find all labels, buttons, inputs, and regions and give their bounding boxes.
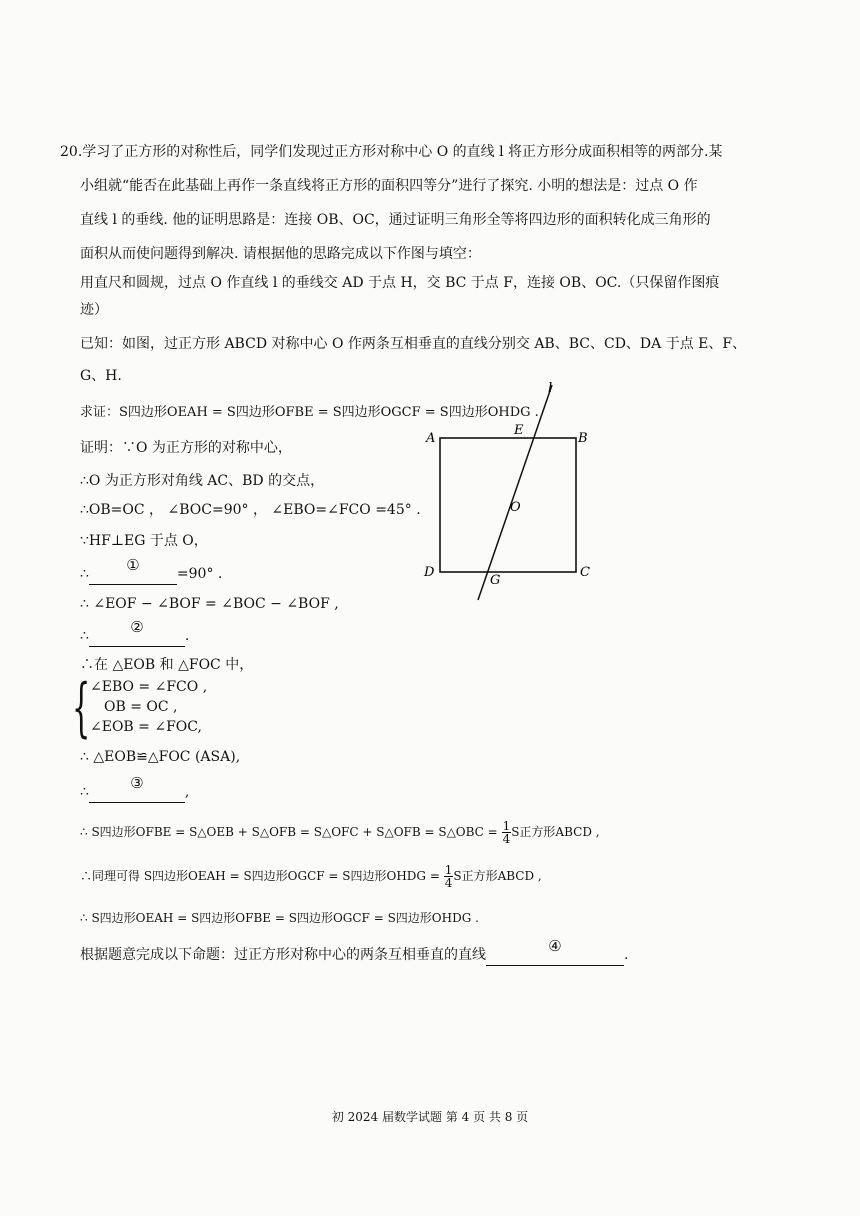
condition-3: ∠EOB = ∠FOC, bbox=[90, 719, 202, 735]
problem-line-2: 小组就“能否在此基础上再作一条直线将正方形的面积四等分”进行了探究. 小明的想法是：过点 O 作 bbox=[80, 178, 698, 194]
proof-line-12 bbox=[80, 864, 542, 889]
proof-line-5 bbox=[80, 556, 223, 585]
blank-4-marker: ④ bbox=[548, 937, 562, 955]
label-c: C bbox=[580, 565, 590, 580]
proof-line-11 bbox=[80, 820, 600, 845]
problem-line-4: 面积从而使问题得到解决. 请根据他的思路完成以下作图与填空： bbox=[80, 246, 481, 262]
proof-line-10 bbox=[80, 774, 190, 803]
proof-line-6: ∴ ∠EOF − ∠BOF = ∠BOC − ∠BOF , bbox=[80, 596, 339, 612]
blank-2-marker: ② bbox=[130, 618, 144, 636]
area-equation-2-tail: S正方形ABCD , bbox=[453, 869, 542, 883]
final-statement-tail: . bbox=[624, 947, 629, 963]
proof-line-7 bbox=[80, 618, 190, 647]
condition-2: OB = OC , bbox=[104, 699, 178, 715]
blank-3-marker: ③ bbox=[130, 774, 144, 792]
proof-line-10-tail: , bbox=[184, 784, 190, 800]
therefore: ∴ bbox=[80, 784, 89, 800]
proof-line-9: ∴ △EOB≌△FOC (ASA), bbox=[80, 749, 241, 765]
problem-line-7: 已知：如图，过正方形 ABCD 对称中心 O 作两条互相垂直的直线分别交 AB、BC、CD、DA 于点 E、F、 bbox=[80, 336, 747, 352]
label-o: O bbox=[510, 500, 521, 515]
final-statement bbox=[80, 937, 629, 966]
final-statement-text: 根据题意完成以下命题：过正方形对称中心的两条互相垂直的直线 bbox=[80, 947, 486, 963]
problem-line-5: 用直尺和圆规，过点 O 作直线 l 的垂线交 AD 于点 H，交 BC 于点 F，连接 OB、OC.（只保留作图痕 bbox=[80, 275, 720, 291]
blank-1-marker: ① bbox=[126, 556, 140, 574]
label-g: G bbox=[490, 573, 501, 588]
area-equation-1: ∴ S四边形OFBE = S△OEB + S△OFB = S△OFC + S△OFB = S△OBC = bbox=[80, 825, 502, 839]
fraction-numerator: 1 bbox=[502, 819, 511, 833]
geometry-figure bbox=[418, 378, 608, 603]
proof-line-8: ∴在 △EOB 和 △FOC 中， bbox=[80, 657, 254, 673]
problem-line-8: G、H. bbox=[80, 368, 122, 384]
fraction-denominator: 4 bbox=[444, 876, 453, 890]
label-l: l bbox=[548, 381, 553, 396]
label-e: E bbox=[514, 423, 524, 438]
label-a: A bbox=[426, 431, 436, 446]
area-equation-2: ∴同理可得 S四边形OEAH = S四边形OGCF = S四边形OHDG = bbox=[80, 869, 444, 883]
therefore: ∴ bbox=[80, 566, 89, 582]
fraction-quarter bbox=[502, 820, 512, 845]
therefore: ∴ bbox=[80, 628, 89, 644]
fraction-denominator: 4 bbox=[502, 832, 511, 846]
proof-line-13: ∴ S四边形OEAH = S四边形OFBE = S四边形OGCF = S四边形OHDG . bbox=[80, 911, 479, 925]
area-equation-1-tail: S正方形ABCD , bbox=[511, 825, 600, 839]
fraction-numerator: 1 bbox=[444, 863, 453, 877]
claim: 求证：S四边形OEAH = S四边形OFBE = S四边形OGCF = S四边形OHDG . bbox=[80, 405, 539, 420]
fraction-quarter bbox=[444, 864, 454, 889]
blank-3[interactable] bbox=[89, 774, 185, 803]
blank-2[interactable] bbox=[89, 618, 185, 647]
square-abcd bbox=[440, 438, 576, 572]
condition-1: ∠EBO = ∠FCO , bbox=[90, 679, 208, 695]
proof-line-4: ∵HF⊥EG 于点 O， bbox=[80, 533, 208, 549]
problem-line-1: 20.学习了正方形的对称性后，同学们发现过正方形对称中心 O 的直线 l 将正方形分成面积相等的两部分.某 bbox=[60, 144, 723, 160]
blank-4[interactable] bbox=[486, 937, 624, 966]
blank-1[interactable] bbox=[89, 556, 177, 585]
left-brace: { bbox=[72, 671, 91, 745]
proof-line-5-tail: =90° . bbox=[176, 566, 223, 582]
problem-line-6: 迹） bbox=[80, 302, 108, 318]
label-b: B bbox=[578, 431, 588, 446]
proof-line-1: 证明：∵O 为正方形的对称中心， bbox=[80, 440, 292, 456]
proof-line-3: ∴OB=OC ， ∠BOC=90° ， ∠EBO=∠FCO =45° . bbox=[80, 502, 421, 518]
proof-line-7-tail: . bbox=[184, 628, 190, 644]
problem-line-3: 直线 l 的垂线. 他的证明思路是：连接 OB、OC，通过证明三角形全等将四边形的面积转化成三角形的 bbox=[80, 212, 711, 228]
page-footer: 初 2024 届数学试题 第 4 页 共 8 页 bbox=[331, 1110, 529, 1124]
proof-line-2: ∴O 为正方形对角线 AC、BD 的交点， bbox=[80, 473, 325, 489]
line-l bbox=[478, 385, 552, 600]
label-d: D bbox=[424, 565, 435, 580]
